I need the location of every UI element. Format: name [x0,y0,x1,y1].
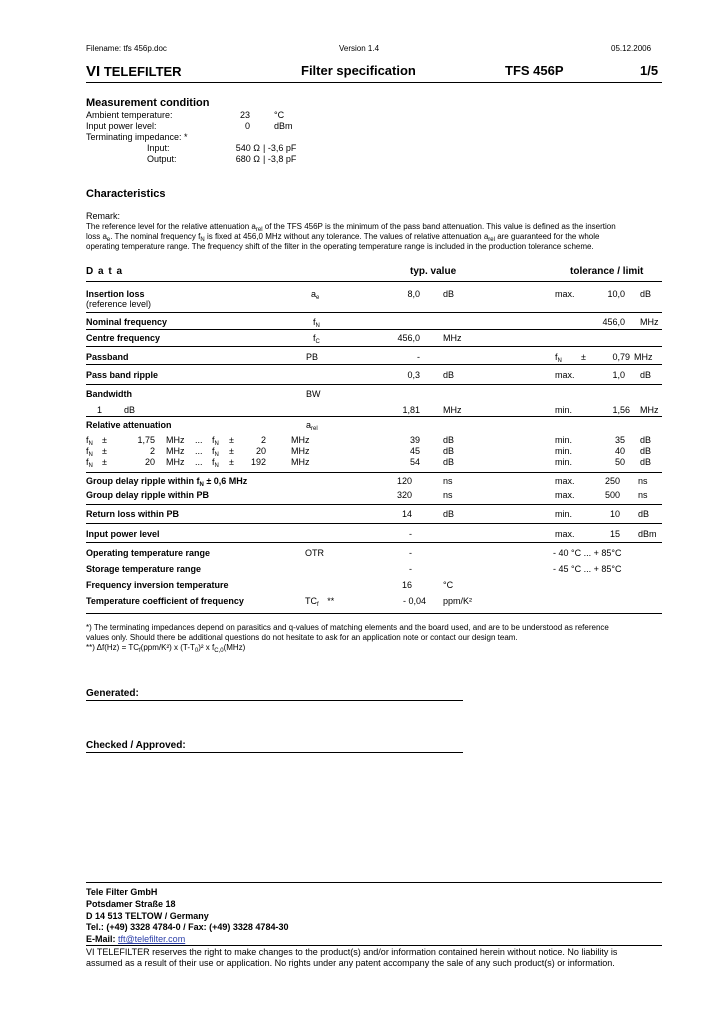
otr-typ: - [409,548,412,558]
finv-typ: 16 [401,580,412,590]
term-input-label: Input: [147,143,170,153]
remark-line-2: loss $a_e$. The nominal frequency $f_N$ is fixed at 456,0 MHz without any tolerance. The values of relative attenuation $a_{rel}$ are guaranteed for the whole [86,232,600,243]
gd1-lim-kind: max. [555,476,575,486]
gd2-label: Group delay ripple within PB [86,490,210,500]
insertion-lim: 10,0 [607,289,625,299]
insertion-label: Insertion loss [86,289,145,299]
bandwidth-level: 1 [97,405,103,415]
nominal-symbol: $f_N$ [313,317,320,329]
bandwidth-lim: 1,56 [612,405,630,415]
relatt-pm2: ± [229,435,234,445]
passband-lim: 0,79 [612,352,630,362]
table-rule [86,346,662,347]
return-typ: 14 [401,509,412,519]
relatt-fn: $f_N$ [86,457,93,469]
table-header-rule [86,281,662,282]
tcf-label: Temperature coefficient of frequency [86,596,244,606]
nominal-lim: 456,0 [602,317,625,327]
passband-label: Passband [86,352,129,362]
centre-label: Centre frequency [86,333,161,343]
relatt-fn2: $f_N$ [212,446,219,458]
term-input-value: 540 Ω [235,143,260,153]
relatt-fn: $f_N$ [86,435,93,447]
relatt-u2: MHz [291,457,310,467]
relatt-dots: ... [195,457,203,467]
input-power-unit: dBm [274,121,293,131]
centre-unit: MHz [443,333,462,343]
relatt-lim-unit: dB [640,446,652,456]
relatt-pm1: ± [102,446,107,456]
gd2-typ: 320 [396,490,412,500]
relatt-f2: 192 [250,457,266,467]
bandwidth-lim-kind: min. [555,405,573,415]
ripple-label: Pass band ripple [86,370,159,380]
tcf-unit: ppm/K² [443,596,473,606]
remark-line-1: The reference level for the relative attenuation $a_{rel}$ of the TFS 456P is the minimum of the pass band attenuation. This value is defined as the insertion [86,222,616,233]
storage-label: Storage temperature range [86,564,202,574]
footer-rule-2 [86,945,662,946]
inpower-lim-kind: max. [555,529,575,539]
bandwidth-typ: 1,81 [402,405,420,415]
passband-lim-kind: $f_N$ [555,352,562,364]
gd1-unit: ns [443,476,453,486]
table-rule [86,329,662,330]
footnote-1b: values only. Should there be additional questions do not hesitate to ask for an application note or contact our design team. [86,633,518,642]
col-typ-header: typ. value [410,266,457,277]
remark-line-3: operating temperature range. The frequency shift of the filter in the operating temperature range is included in the production tolerance scheme. [86,242,594,251]
relatt-dots: ... [195,435,203,445]
ripple-lim: 1,0 [612,370,625,380]
inpower-lim: 15 [609,529,620,539]
gd2-unit: ns [443,490,453,500]
relatt-fn2: $f_N$ [212,457,219,469]
relatt-u2: MHz [291,446,310,456]
inpower-label: Input power level [86,529,160,539]
bandwidth-symbol: BW [306,389,321,399]
relatt-pm1: ± [102,457,107,467]
gd1-lim: 250 [604,476,620,486]
gd2-lim-kind: max. [555,490,575,500]
doc-date: 05.12.2006 [611,44,652,53]
doc-title: Filter specification [301,63,416,78]
term-output-label: Output: [147,154,177,164]
terminating-label: Terminating impedance: * [86,132,188,142]
relatt-f1: 20 [144,457,155,467]
checked-signature-line [86,752,463,753]
ripple-unit: dB [443,370,455,380]
relatt-f2: 2 [260,435,266,445]
relatt-dots: ... [195,446,203,456]
col-data-header: D a t a [86,266,124,277]
relatt-typ: 54 [409,457,420,467]
term-output-value: 680 Ω [235,154,260,164]
disclaimer-1: VI TELEFILTER reserves the right to make changes to the product(s) and/or information contained herein without notice. No liability is [86,947,618,957]
term-input-cap: | -3,6 pF [263,143,297,153]
otr-symbol: OTR [305,548,324,558]
storage-typ: - [409,564,412,574]
storage-lim: - 45 °C ... + 85°C [553,564,622,574]
ripple-lim-unit: dB [640,370,652,380]
return-lim-kind: min. [555,509,573,519]
footer-street: Potsdamer Straße 18 [86,899,176,909]
footer-tel: Tel.: (+49) 3328 4784-0 / Fax: (+49) 3328 4784-30 [86,922,289,932]
relatt-u1: MHz [166,435,185,445]
generated-label: Generated: [86,688,139,699]
tcf-symbol: $TC_f$ ** [305,596,335,608]
relatt-unit: dB [443,446,455,456]
table-rule [86,523,662,524]
part-number: TFS 456P [505,63,564,78]
ambient-label: Ambient temperature: [86,110,173,120]
relatt-unit: dB [443,435,455,445]
logo-vi: VI [86,63,101,80]
relatt-lim: 50 [614,457,625,467]
input-power-label: Input power level: [86,121,157,131]
otr-lim: - 40 °C ... + 85°C [553,548,622,558]
relatt-lim: 35 [614,435,625,445]
relatt-lim-unit: dB [640,435,652,445]
version: Version 1.4 [339,44,380,53]
filename: Filename: tfs 456p.doc [86,44,167,53]
relatt-u1: MHz [166,446,185,456]
email-link[interactable]: tft@telefilter.com [118,934,186,944]
footer-rule [86,882,662,883]
footer-city: D 14 513 TELTOW / Germany [86,911,209,921]
relatt-lim-kind: min. [555,435,573,445]
footer-company: Tele Filter GmbH [86,887,158,897]
relatt-f2: 20 [255,446,266,456]
ripple-typ: 0,3 [407,370,420,380]
return-lim: 10 [609,509,620,519]
bandwidth-label: Bandwidth [86,389,132,399]
return-label: Return loss within PB [86,509,180,519]
finv-unit: °C [443,580,454,590]
return-unit: dB [443,509,455,519]
footnote-2: **) $\Delta f(Hz) = TC_f(ppm/K^2)$ x $(T-T_0)^2$ x $f_{C,0}(MHz)$ [86,643,246,654]
term-output-cap: | -3,8 pF [263,154,297,164]
relatt-label: Relative attenuation [86,420,172,430]
checked-label: Checked / Approved: [86,740,186,751]
page-number: 1/5 [640,63,659,78]
table-rule [86,416,662,417]
passband-symbol: PB [306,352,319,362]
header-rule [86,82,662,83]
relatt-typ: 39 [409,435,420,445]
relatt-pm1: ± [102,435,107,445]
generated-signature-line [86,700,463,701]
relatt-f1: 2 [149,446,155,456]
bandwidth-lim-unit: MHz [640,405,659,415]
table-bottom-rule [86,613,662,614]
tcf-typ: - 0,04 [402,596,426,606]
passband-typ: - [417,352,420,362]
relatt-fn: $f_N$ [86,446,93,458]
centre-typ: 456,0 [397,333,420,343]
gd2-lim-unit: ns [638,490,648,500]
relatt-typ: 45 [409,446,420,456]
table-rule [86,542,662,543]
footer-email: E-Mail: tft@telefilter.com [86,934,186,944]
inpower-typ: - [409,529,412,539]
insertion-lim-unit: dB [640,289,652,299]
return-lim-unit: dB [638,509,650,519]
company-logo [86,63,182,80]
gd1-lim-unit: ns [638,476,648,486]
characteristics-title: Characteristics [86,188,166,200]
relatt-u1: MHz [166,457,185,467]
gd1-label: Group delay ripple within $f_N \pm 0,6$ MHz [86,476,248,488]
relatt-lim-kind: min. [555,457,573,467]
ripple-lim-kind: max. [555,370,575,380]
logo-text: TELEFILTER [103,64,182,79]
insertion-lim-kind: max. [555,289,575,299]
relatt-f1: 1,75 [137,435,155,445]
insertion-typ: 8,0 [407,289,420,299]
table-rule [86,384,662,385]
bandwidth-level-unit: dB [124,405,136,415]
footnote-1a: *) The terminating impedances depend on parasitics and q-values of matching elements and the board used, and are to be understood as reference [86,623,609,632]
bandwidth-unit: MHz [443,405,462,415]
table-rule [86,312,662,313]
insertion-symbol: $a_e$ [311,289,320,301]
passband-lim-unit: MHz [634,352,653,362]
disclaimer-2: assumed as a result of their use or application. No rights under any patent accompany the sale of any such product(s) or information. [86,958,615,968]
otr-label: Operating temperature range [86,548,211,558]
relatt-pm2: ± [229,457,234,467]
relatt-lim-kind: min. [555,446,573,456]
relatt-pm2: ± [229,446,234,456]
remark-label: Remark: [86,211,121,221]
relatt-lim-unit: dB [640,457,652,467]
table-rule [86,364,662,365]
table-rule [86,504,662,505]
relatt-symbol: $a_{rel}$ [306,420,318,432]
relatt-fn2: $f_N$ [212,435,219,447]
nominal-lim-unit: MHz [640,317,659,327]
passband-pm: ± [581,352,586,362]
measurement-title: Measurement condition [86,97,210,109]
insertion-unit: dB [443,289,455,299]
input-power-value: 0 [244,121,250,131]
gd1-typ: 120 [396,476,412,486]
relatt-u2: MHz [291,435,310,445]
relatt-unit: dB [443,457,455,467]
inpower-lim-unit: dBm [638,529,657,539]
table-rule [86,472,662,473]
col-tolerance-header: tolerance / limit [570,266,644,277]
gd2-lim: 500 [604,490,620,500]
relatt-lim: 40 [614,446,625,456]
nominal-label: Nominal frequency [86,317,168,327]
insertion-sublabel: (reference level) [86,299,152,309]
ambient-unit: °C [274,110,285,120]
finv-label: Frequency inversion temperature [86,580,229,590]
centre-symbol: $f_C$ [313,333,320,345]
ambient-value: 23 [239,110,250,120]
